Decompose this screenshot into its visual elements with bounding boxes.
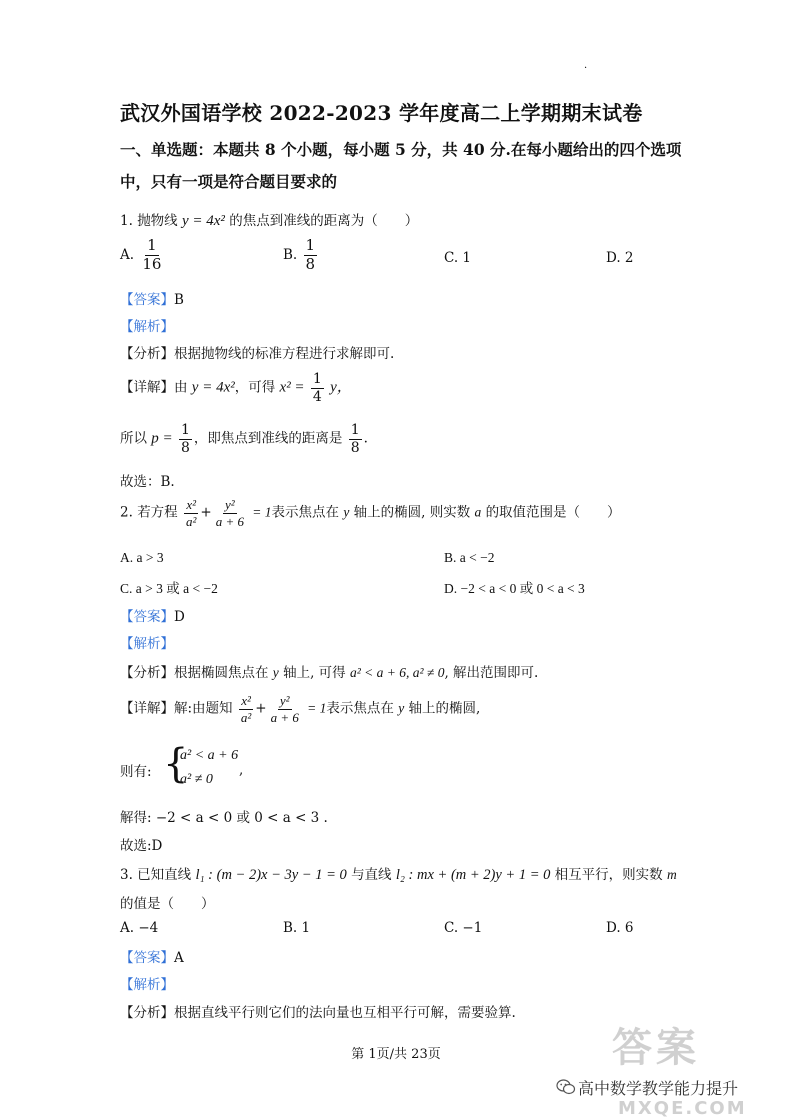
detail-equation: y，: [330, 379, 352, 396]
brace-symbol: {: [163, 741, 189, 787]
stem-equation: y = 4x²: [181, 213, 225, 229]
answer-line: [120, 946, 184, 966]
detail-text: 轴上的椭圆,: [408, 700, 481, 717]
fenxi-tag: 【分析】: [120, 346, 174, 362]
answer-value: A: [174, 950, 184, 966]
answer-tag: 【答案】: [120, 292, 174, 308]
stem-text: 的焦点到准线的距离为（ ）: [229, 213, 419, 229]
var-a: a: [474, 504, 482, 520]
option-label: B.: [283, 246, 298, 263]
question-number: 1.: [120, 213, 133, 229]
stem-text: 轴上的椭圆, 则实数: [353, 504, 471, 521]
plus-sign: +: [200, 504, 212, 521]
option-a: A. −4: [120, 920, 159, 936]
stem-text: 表示焦点在: [271, 504, 340, 521]
fenxi-text: 根据椭圆焦点在: [174, 665, 269, 681]
fraction-numerator: 1: [180, 422, 190, 438]
detail-tag: 【详解】: [120, 379, 174, 396]
fraction-denominator: a + 6: [215, 513, 244, 529]
option-d: D. 6: [606, 920, 634, 936]
watermark-logo: 答案: [612, 1025, 700, 1071]
option-c: C. a > 3 或 a < −2: [120, 581, 218, 596]
stem-text: 若方程: [137, 504, 178, 521]
fraction-numerator: 1: [147, 236, 157, 254]
answer-tag: 【答案】: [120, 950, 174, 966]
page-footer: 第 1页/共 23页: [351, 1047, 441, 1062]
var-y: y: [272, 665, 279, 680]
fenxi-text: 根据抛物线的标准方程进行求解即可.: [174, 346, 395, 362]
page-title: 武汉外国语学校 2022-2023 学年度高二上学期期末试卷: [120, 101, 643, 125]
fraction-denominator: 8: [180, 439, 190, 456]
so-text: 所以: [120, 430, 147, 447]
fraction-numerator: x²: [186, 497, 197, 512]
question-3-stem-line2: 的值是（ ）: [120, 896, 215, 912]
fraction-numerator: y²: [279, 693, 290, 708]
so-text: .: [363, 430, 368, 447]
detail-text: ，可得: [234, 379, 276, 396]
detail-line: [120, 694, 480, 724]
solve-line: 解得: −2 < a < 0 或 0 < a < 3 .: [120, 810, 328, 826]
fenxi-line: [120, 342, 394, 362]
stem-text: 相互平行，则实数: [554, 867, 663, 883]
fraction-numerator: y²: [225, 497, 235, 512]
analysis-tag: 【解析】: [120, 977, 174, 993]
answer-value: B: [174, 292, 184, 308]
fenxi-tag: 【分析】: [120, 665, 174, 681]
fraction-denominator: a + 6: [270, 709, 299, 725]
option-b: B. 1: [283, 920, 311, 936]
fraction-denominator: 16: [142, 254, 162, 273]
option-d: D. 2: [606, 250, 634, 266]
option-a: A. a > 3: [120, 550, 164, 565]
plus-sign: +: [255, 700, 267, 717]
fenxi-line: [120, 661, 538, 681]
stem-text: 3. 已知直线: [120, 867, 192, 883]
fenxi-equation: a² < a + 6, a² ≠ 0: [349, 665, 445, 680]
fraction-numerator: 1: [305, 236, 316, 254]
fenxi-text: 轴上, 可得: [283, 665, 346, 681]
fraction-denominator: 8: [350, 439, 360, 456]
option-a: [120, 238, 165, 273]
stem-text: 的取值范围是（ ）: [485, 504, 621, 521]
so-line: [120, 423, 368, 455]
fraction-denominator: a²: [240, 709, 252, 725]
choose-line: 故选：B.: [120, 474, 175, 490]
answer-value: D: [174, 609, 185, 625]
fraction-numerator: x²: [241, 693, 251, 708]
choose-line: 故选:D: [120, 838, 163, 854]
answer-line: [120, 288, 184, 308]
detail-text: 解:由题知: [174, 700, 233, 717]
account-name: 高中数学教学能力提升: [578, 1079, 739, 1098]
answer-tag: 【答案】: [120, 609, 174, 625]
wechat-icon: [556, 1079, 576, 1095]
question-number: 2.: [120, 504, 133, 521]
fenxi-text: , 解出范围即可.: [444, 665, 539, 681]
detail-tag: 【详解】: [120, 700, 174, 717]
fraction-numerator: 1: [312, 371, 322, 387]
question-2-stem: [120, 498, 621, 528]
fenxi-tag: 【分析】: [120, 1005, 174, 1021]
option-b: B. a < −2: [444, 550, 495, 565]
fraction-denominator: a²: [185, 513, 197, 529]
system-comma: ,: [239, 762, 244, 778]
analysis-tag: 【解析】: [120, 636, 174, 652]
fenxi-text: 根据直线平行则它们的法向量也互相平行可解，需要验算.: [174, 1005, 516, 1021]
system-eq-2: a² ≠ 0: [180, 772, 213, 787]
var-m: m: [666, 867, 677, 882]
stem-text: 与直线: [351, 867, 392, 883]
header-dot: ·: [584, 63, 588, 74]
detail-equation: x² =: [279, 379, 305, 396]
var-y: y: [343, 504, 350, 520]
option-b: [283, 238, 319, 273]
equals: = 1: [307, 700, 327, 716]
so-equation: p =: [151, 430, 173, 447]
option-c: C. 1: [444, 250, 472, 266]
equals: = 1: [252, 504, 272, 520]
fraction-denominator: 4: [312, 388, 322, 405]
detail-text: 表示焦点在: [326, 700, 394, 717]
line-l2-equation: l₂ : mx + (m + 2)y + 1 = 0: [395, 867, 551, 883]
line-l1-equation: l₁ : (m − 2)x − 3y − 1 = 0: [195, 867, 347, 883]
system-eq-1: a² < a + 6: [180, 748, 239, 763]
question-3-stem: [120, 863, 677, 884]
option-d: D. −2 < a < 0 或 0 < a < 3: [444, 581, 585, 596]
detail-equation: y = 4x²: [191, 379, 235, 396]
answer-line: [120, 605, 185, 625]
so-text: ，即焦点到准线的距离是: [193, 430, 343, 447]
stem-text: 抛物线: [137, 213, 178, 229]
option-label: A.: [120, 246, 135, 263]
option-c: C. −1: [444, 920, 483, 936]
then-label: 则有:: [120, 764, 152, 780]
var-y: y: [398, 700, 405, 716]
watermark-url: MXQE.COM: [618, 1098, 747, 1119]
section-heading-line1: 一、单选题：本题共 8 个小题，每小题 5 分，共 40 分.在每小题给出的四个选项: [120, 140, 682, 159]
fenxi-line: [120, 1001, 516, 1021]
question-1-stem: [120, 209, 418, 230]
analysis-tag: 【解析】: [120, 319, 174, 335]
detail-text: 由: [174, 379, 188, 396]
detail-line: [120, 372, 352, 404]
section-heading-line2: 中，只有一项是符合题目要求的: [120, 172, 338, 191]
fraction-numerator: 1: [350, 422, 360, 438]
fraction-denominator: 8: [305, 254, 316, 273]
